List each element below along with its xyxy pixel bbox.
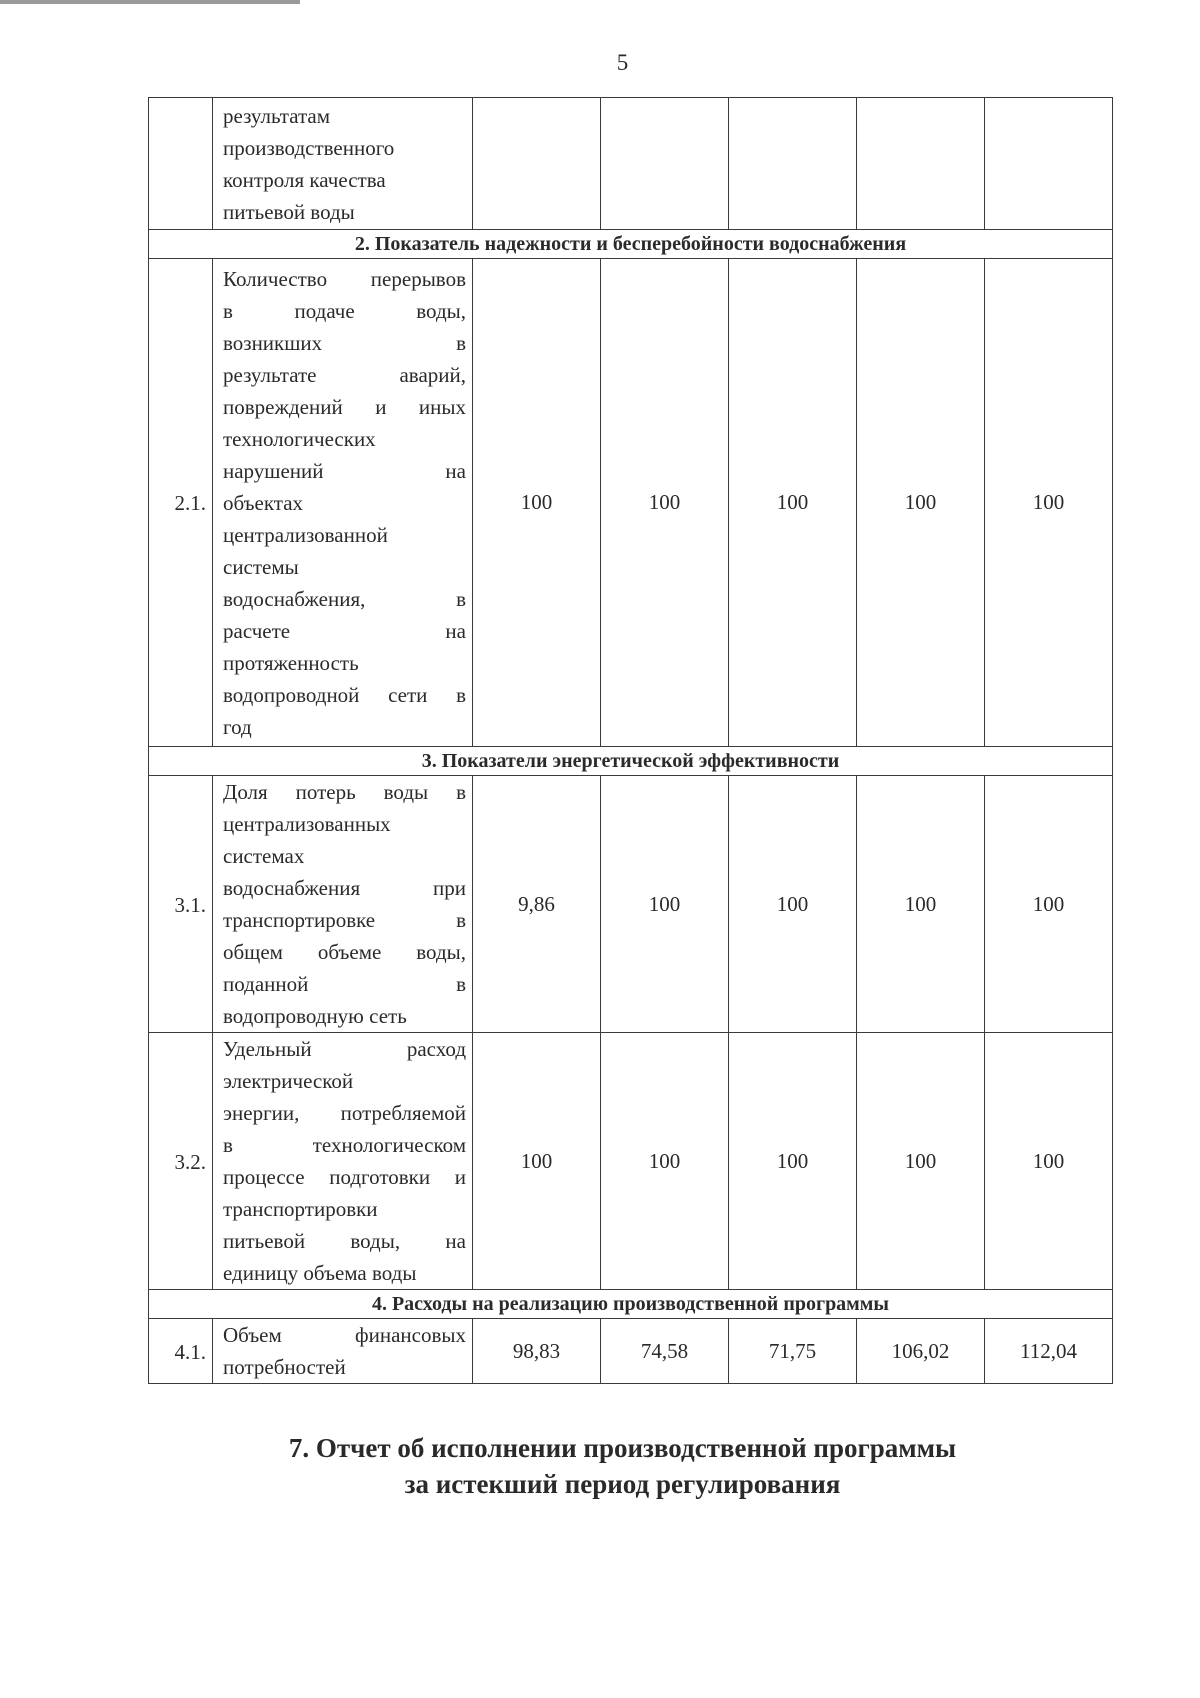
value-cell: 74,58 bbox=[601, 1319, 729, 1384]
row-number-cell: 3.2. bbox=[149, 1033, 213, 1290]
value-cell: 100 bbox=[857, 776, 985, 1033]
page-number: 5 bbox=[616, 50, 629, 75]
row-description-cell bbox=[213, 259, 473, 747]
value-cell bbox=[473, 98, 601, 230]
row-number-cell: 2.1. bbox=[149, 259, 213, 747]
description-line: централизованной bbox=[223, 522, 388, 547]
top-rule bbox=[0, 0, 300, 4]
value-cell: 100 bbox=[985, 776, 1113, 1033]
description-line: протяженность bbox=[223, 650, 359, 675]
section-title: 3. Показатели энергетической эффективности bbox=[149, 747, 1113, 776]
description-line: централизованных bbox=[223, 812, 391, 836]
description-line: водопроводной сети в bbox=[223, 682, 466, 707]
value-cell: 100 bbox=[601, 1033, 729, 1290]
description-line: производственного bbox=[223, 135, 395, 160]
description-line: энергии, потребляемой bbox=[223, 1101, 466, 1125]
section-title: 4. Расходы на реализацию производственной программы bbox=[149, 1290, 1113, 1319]
description-line: общем объеме воды, bbox=[223, 940, 466, 964]
description-line: год bbox=[223, 714, 252, 739]
description-line: транспортировки bbox=[223, 1197, 378, 1221]
value-cell: 100 bbox=[985, 1033, 1113, 1290]
description-line: объектах bbox=[223, 490, 304, 515]
report-title-line-2: за истекший период регулирования bbox=[404, 1469, 841, 1499]
description-line: повреждений и иных bbox=[223, 394, 466, 419]
value-cell bbox=[857, 98, 985, 230]
section-header-row bbox=[149, 1290, 1113, 1319]
row-number-cell bbox=[149, 98, 213, 230]
value-cell: 98,83 bbox=[473, 1319, 601, 1384]
description-line: расчете на bbox=[223, 618, 466, 643]
description-line: Количество перерывов bbox=[223, 266, 466, 291]
value-cell bbox=[985, 98, 1113, 230]
section-title: 2. Показатель надежности и бесперебойности водоснабжения bbox=[149, 230, 1113, 259]
value-cell: 100 bbox=[729, 776, 857, 1033]
table-body bbox=[149, 98, 1113, 1384]
row-description-cell bbox=[213, 1319, 473, 1384]
description-line: нарушений на bbox=[223, 458, 466, 483]
row-description-cell bbox=[213, 1033, 473, 1290]
description-line: водопроводную сеть bbox=[223, 1004, 407, 1028]
value-cell: 100 bbox=[601, 259, 729, 747]
description-line: технологических bbox=[223, 426, 376, 451]
value-cell bbox=[729, 98, 857, 230]
section-header-row bbox=[149, 230, 1113, 259]
description-line: транспортировке в bbox=[223, 908, 466, 932]
description-line: потребностей bbox=[223, 1355, 346, 1379]
table-row bbox=[149, 1033, 1113, 1290]
description-line: Объем финансовых bbox=[223, 1323, 466, 1347]
description-line: питьевой воды bbox=[223, 199, 355, 224]
description-line: водоснабжения при bbox=[223, 876, 466, 900]
description-line: Удельный расход bbox=[223, 1037, 466, 1061]
report-title-line-1: 7. Отчет об исполнении производственной программы bbox=[288, 1433, 957, 1463]
value-cell: 100 bbox=[729, 1033, 857, 1290]
description-line: электрической bbox=[223, 1069, 354, 1093]
value-cell: 100 bbox=[473, 259, 601, 747]
value-cell: 71,75 bbox=[729, 1319, 857, 1384]
description-line: Доля потерь воды в bbox=[223, 780, 466, 804]
description-line: процессе подготовки и bbox=[223, 1165, 466, 1189]
table-row bbox=[149, 259, 1113, 747]
section-header-row bbox=[149, 747, 1113, 776]
value-cell: 100 bbox=[729, 259, 857, 747]
value-cell: 100 bbox=[985, 259, 1113, 747]
table-row bbox=[149, 776, 1113, 1033]
value-cell: 9,86 bbox=[473, 776, 601, 1033]
description-line: возникших в bbox=[223, 330, 466, 355]
row-number-cell: 4.1. bbox=[149, 1319, 213, 1384]
description-line: поданной в bbox=[223, 972, 466, 996]
row-description-cell bbox=[213, 776, 473, 1033]
value-cell: 100 bbox=[857, 1033, 985, 1290]
indicators-table bbox=[148, 97, 1113, 1384]
value-cell bbox=[601, 98, 729, 230]
description-line: в технологическом bbox=[223, 1133, 466, 1157]
value-cell: 100 bbox=[473, 1033, 601, 1290]
description-line: системы bbox=[223, 554, 299, 579]
value-cell: 100 bbox=[601, 776, 729, 1033]
description-line: водоснабжения, в bbox=[223, 586, 466, 611]
row-number-cell: 3.1. bbox=[149, 776, 213, 1033]
table-row bbox=[149, 1319, 1113, 1384]
row-description-cell bbox=[213, 98, 473, 230]
value-cell: 100 bbox=[857, 259, 985, 747]
table-row bbox=[149, 98, 1113, 230]
report-title bbox=[0, 1430, 1200, 1502]
description-line: результатам bbox=[223, 103, 331, 128]
description-line: в подаче воды, bbox=[223, 298, 466, 323]
description-line: контроля качества bbox=[223, 167, 386, 192]
description-line: результате аварий, bbox=[223, 362, 466, 387]
value-cell: 112,04 bbox=[985, 1319, 1113, 1384]
description-line: системах bbox=[223, 844, 305, 868]
description-line: единицу объема воды bbox=[223, 1261, 417, 1285]
description-line: питьевой воды, на bbox=[223, 1229, 466, 1253]
value-cell: 106,02 bbox=[857, 1319, 985, 1384]
